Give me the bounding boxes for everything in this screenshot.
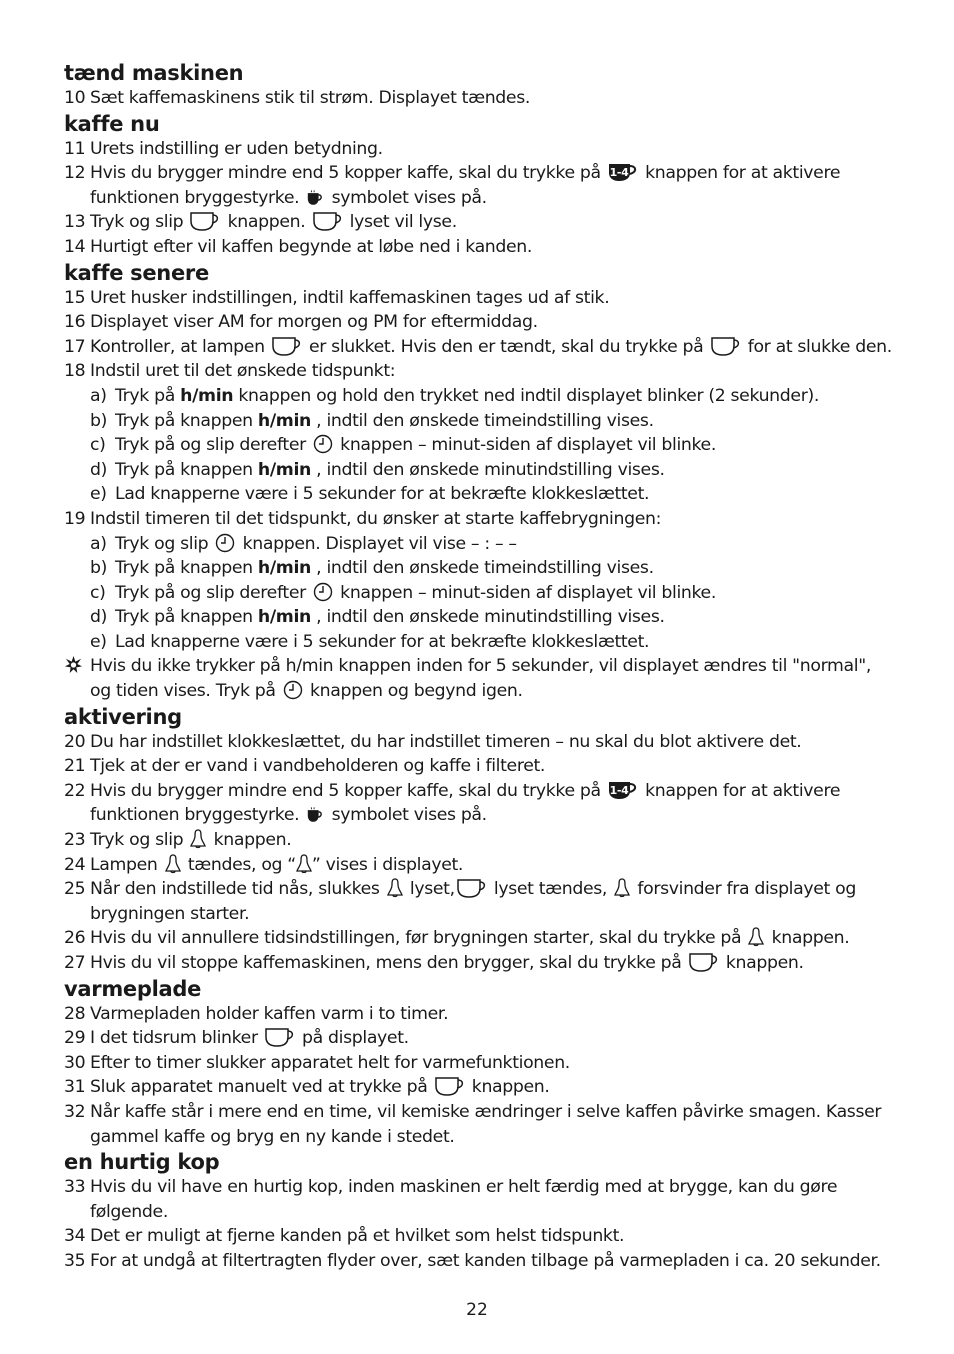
text-part: Når kaffe står i mere end en time, vil kemiske ændringer i selve kaffen påvirke smagen. Kasser <box>90 1101 882 1122</box>
list-item <box>64 507 904 532</box>
item-letter: a) <box>90 385 107 406</box>
item-text <box>90 335 892 360</box>
cup-icon <box>435 1076 465 1096</box>
item-text <box>90 210 457 235</box>
item-number: 30 <box>64 1052 86 1073</box>
cup-icon <box>457 878 487 898</box>
bell-icon <box>748 927 764 947</box>
list-item <box>64 1100 904 1149</box>
list-item <box>64 779 904 828</box>
item-text: Indstil timeren til det tidspunkt, du ønsker at starte kaffebrygningen: <box>90 508 662 529</box>
item-letter: c) <box>90 435 106 456</box>
item-text: Du har indstillet klokkeslættet, du har indstillet timeren – nu skal du blot aktivere det. <box>90 731 802 752</box>
item-text <box>115 532 517 557</box>
text-part: Hvis du vil have en hurtig kop, inden maskinen er helt færdig med at brygge, kan du gøre <box>90 1177 838 1198</box>
cup-icon <box>689 952 719 972</box>
list-item <box>64 86 904 111</box>
clock-icon <box>313 582 333 602</box>
text-part: Hvis du vil stoppe kaffemaskinen, mens den brygger, skal du trykke på <box>90 953 682 973</box>
text-part: symbolet vises på. <box>331 187 487 208</box>
item-number: 26 <box>64 928 86 949</box>
item-number: 22 <box>64 780 86 801</box>
item-letter: b) <box>90 558 108 579</box>
sub-list-item <box>90 433 904 458</box>
item-text: Urets indstilling er uden betydning. <box>90 138 383 159</box>
text-part: og tiden vises. Tryk på <box>90 681 276 702</box>
sub-list-item <box>90 384 904 409</box>
text-part: Hvis du brygger mindre end 5 kopper kaffe, skal du trykke på <box>90 780 601 801</box>
clock-icon <box>215 533 235 553</box>
item-number: 28 <box>64 1003 86 1024</box>
text-part: Tryk på og slip derefter <box>115 582 306 603</box>
text-part: knappen. <box>213 830 292 851</box>
section-title-varmeplade: varmeplade <box>64 976 202 1001</box>
text-part: knappen – minut-siden af displayet vil blinke. <box>340 435 716 456</box>
instruction-page <box>64 60 904 1274</box>
item-text <box>90 828 291 853</box>
section-title-aktivering: aktivering <box>64 704 182 729</box>
item-text: Tjek at der er vand i vandbeholderen og kaffe i filteret. <box>90 756 546 777</box>
tip-note <box>64 654 904 703</box>
item-text: Efter to timer slukker apparatet helt for varmefunktionen. <box>90 1052 570 1073</box>
list-item <box>64 1002 904 1027</box>
text-part: , indtil den ønskede timeindstilling vises. <box>316 410 654 431</box>
sub-list-item <box>90 556 904 581</box>
sub-list-item <box>90 630 904 655</box>
text-part: lyset, <box>409 879 455 900</box>
text-part: knappen for at aktivere <box>645 780 841 801</box>
item-text <box>115 458 665 483</box>
text-part: Tryk på knappen <box>115 607 253 628</box>
list-item <box>64 828 904 853</box>
item-text <box>90 1175 837 1224</box>
item-number: 24 <box>64 854 86 875</box>
text-part: knappen. <box>471 1077 550 1098</box>
item-number: 10 <box>64 88 86 108</box>
item-text <box>90 853 463 878</box>
item-number: 34 <box>64 1226 86 1247</box>
text-part: følgende. <box>90 1201 168 1222</box>
list-item <box>64 210 904 235</box>
text-part: Når den indstillede tid nås, slukkes <box>90 879 380 900</box>
item-text: Varmepladen holder kaffen varm i to timer. <box>90 1003 449 1024</box>
sub-list-item <box>90 532 904 557</box>
item-text <box>90 161 840 210</box>
text-part: knappen og hold den trykket ned indtil displayet blinker (2 sekunder). <box>238 385 819 406</box>
item-number: 33 <box>64 1177 86 1198</box>
item-number: 19 <box>64 508 86 529</box>
text-part: lyset tændes, <box>493 879 608 900</box>
text-part: Tryk på <box>115 385 175 406</box>
tip-marker <box>64 654 90 703</box>
text-part: Lampen <box>90 854 158 875</box>
item-number: 18 <box>64 361 86 382</box>
text-part: knappen. <box>227 212 306 233</box>
list-item <box>64 730 904 755</box>
item-number: 35 <box>64 1250 86 1271</box>
item-text: Displayet viser AM for morgen og PM for eftermiddag. <box>90 312 538 333</box>
text-part: symbolet vises på. <box>331 805 487 826</box>
section-title-kaffe-nu: kaffe nu <box>64 111 160 136</box>
list-item <box>64 161 904 210</box>
item-text <box>90 779 840 828</box>
item-number: 13 <box>64 212 86 233</box>
item-number: 29 <box>64 1028 86 1049</box>
item-text <box>115 384 819 409</box>
text-part: knappen og begynd igen. <box>309 681 523 702</box>
starburst-tip-icon <box>64 655 83 674</box>
item-text: Uret husker indstillingen, indtil kaffemaskinen tages ud af stik. <box>90 287 610 308</box>
item-letter: b) <box>90 410 108 431</box>
item-letter: d) <box>90 607 108 628</box>
list-item <box>64 1249 904 1274</box>
list-item <box>64 951 904 976</box>
list-item <box>64 877 904 926</box>
section-title-taend-maskinen: tænd maskinen <box>64 61 244 85</box>
text-part: Tryk på og slip derefter <box>115 435 306 456</box>
clock-icon <box>283 680 303 700</box>
text-part: Hvis du vil annullere tidsindstillingen, før brygningen starter, skal du trykke på <box>90 928 742 949</box>
list-item <box>64 1224 904 1249</box>
item-number: 31 <box>64 1077 86 1098</box>
item-number: 32 <box>64 1101 86 1122</box>
list-item <box>64 137 904 162</box>
hmin-label: h/min <box>257 607 311 628</box>
item-number: 21 <box>64 756 86 777</box>
list-item <box>64 235 904 260</box>
text-part: forsvinder fra displayet og <box>637 879 856 900</box>
text-part: funktionen bryggestyrke. <box>90 805 300 826</box>
item-number: 12 <box>64 163 86 184</box>
bell-icon <box>165 854 181 874</box>
text-part: gammel kaffe og bryg en ny kande i stedet. <box>90 1126 455 1147</box>
section-title-kaffe-senere: kaffe senere <box>64 260 209 285</box>
text-part: lyset vil lyse. <box>349 212 457 233</box>
list-item <box>64 359 904 384</box>
cup-icon <box>265 1027 295 1047</box>
list-item <box>64 853 904 878</box>
item-text <box>90 951 804 976</box>
text-part: knappen. <box>725 953 804 973</box>
text-part: Hvis du ikke trykker på h/min knappen inden for 5 sekunder, vil displayet ændres til "normal", <box>90 656 871 677</box>
cup-icon <box>272 336 302 356</box>
text-part: Tryk og slip <box>115 533 209 554</box>
text-part: Tryk på knappen <box>115 459 253 480</box>
item-letter: e) <box>90 631 107 652</box>
text-part: ” vises i displayet. <box>311 854 464 875</box>
item-number: 15 <box>64 287 86 308</box>
item-letter: e) <box>90 484 107 505</box>
text-part: I det tidsrum blinker <box>90 1028 258 1049</box>
hmin-label: h/min <box>257 459 311 480</box>
hmin-label: h/min <box>180 385 234 406</box>
text-part: Hvis du brygger mindre end 5 kopper kaffe, skal du trykke på <box>90 163 601 184</box>
text-part: , indtil den ønskede timeindstilling vises. <box>316 558 654 579</box>
page-number: 22 <box>466 1300 488 1320</box>
item-text <box>90 654 871 703</box>
item-number: 17 <box>64 336 86 357</box>
item-text <box>90 1100 881 1149</box>
text-part: brygningen starter. <box>90 903 250 924</box>
item-text: Indstil uret til det ønskede tidspunkt: <box>90 361 396 382</box>
one-to-four-cups-icon <box>608 162 638 182</box>
sub-list-item <box>90 605 904 630</box>
item-text <box>115 556 654 581</box>
section-title-en-hurtig-kop: en hurtig kop <box>64 1150 220 1175</box>
item-number: 25 <box>64 879 86 900</box>
text-part: Tryk på knappen <box>115 558 253 579</box>
text-part: Tryk og slip <box>90 830 184 851</box>
item-text: Lad knapperne være i 5 sekunder for at bekræfte klokkeslættet. <box>115 631 650 652</box>
text-part: funktionen bryggestyrke. <box>90 187 300 208</box>
sub-list-item <box>90 581 904 606</box>
item-text: Lad knapperne være i 5 sekunder for at bekræfte klokkeslættet. <box>115 484 650 505</box>
text-part: knappen for at aktivere <box>645 163 841 184</box>
text-part: er slukket. Hvis den er tændt, skal du trykke på <box>309 336 704 357</box>
text-part: , indtil den ønskede minutindstilling vises. <box>316 607 665 628</box>
list-item <box>64 926 904 951</box>
one-to-four-cups-icon <box>608 780 638 800</box>
cup-icon <box>711 336 741 356</box>
text-part: Tryk på knappen <box>115 410 253 431</box>
list-item <box>64 1026 904 1051</box>
text-part: , indtil den ønskede minutindstilling vises. <box>316 459 665 480</box>
list-item <box>64 1051 904 1076</box>
item-text <box>115 433 716 458</box>
small-cup-icon <box>306 190 324 207</box>
list-item <box>64 335 904 360</box>
item-text <box>115 581 716 606</box>
text-part: knappen – minut-siden af displayet vil blinke. <box>340 582 716 603</box>
item-text <box>115 605 665 630</box>
item-number: 16 <box>64 312 86 333</box>
item-text <box>90 926 849 951</box>
bell-icon <box>614 878 630 898</box>
item-letter: a) <box>90 533 107 554</box>
text-part: for at slukke den. <box>747 336 892 357</box>
item-number: 27 <box>64 953 86 973</box>
list-item <box>64 1175 904 1224</box>
hmin-label: h/min <box>257 410 311 431</box>
text-part: knappen. Displayet vil vise – : – – <box>242 533 517 554</box>
item-text <box>90 1026 409 1051</box>
list-item <box>64 1075 904 1100</box>
cup-icon <box>313 211 343 231</box>
item-number: 20 <box>64 731 86 752</box>
text-part: Kontroller, at lampen <box>90 336 265 357</box>
item-number: 14 <box>64 236 86 257</box>
item-letter: d) <box>90 459 108 480</box>
item-text <box>90 1075 550 1100</box>
list-item <box>64 754 904 779</box>
bell-icon <box>387 878 403 898</box>
item-text: Hurtigt efter vil kaffen begynde at løbe ned i kanden. <box>90 236 533 257</box>
item-text: Sæt kaffemaskinens stik til strøm. Displayet tændes. <box>90 88 530 108</box>
sub-list-item <box>90 482 904 507</box>
item-number: 11 <box>64 138 86 159</box>
list-item <box>64 286 904 311</box>
hmin-label: h/min <box>257 558 311 579</box>
item-letter: c) <box>90 582 106 603</box>
bell-icon <box>190 829 206 849</box>
list-item <box>64 310 904 335</box>
bell-icon <box>296 854 312 874</box>
item-text: For at undgå at filtertragten flyder over, sæt kanden tilbage på varmepladen i ca. 20 sekunder. <box>90 1250 881 1271</box>
small-cup-icon <box>306 807 324 824</box>
sub-list-item <box>90 409 904 434</box>
text-part: Sluk apparatet manuelt ved at trykke på <box>90 1077 428 1098</box>
cup-icon <box>190 211 220 231</box>
item-number: 23 <box>64 830 86 851</box>
clock-icon <box>313 434 333 454</box>
text-part: på displayet. <box>302 1028 409 1049</box>
item-text <box>115 409 654 434</box>
item-text: Det er muligt at fjerne kanden på et hvilket som helst tidspunkt. <box>90 1226 625 1247</box>
text-part: tændes, og “ <box>187 854 296 875</box>
item-text <box>90 877 856 926</box>
sub-list-item <box>90 458 904 483</box>
text-part: Tryk og slip <box>90 212 184 233</box>
text-part: knappen. <box>771 928 850 949</box>
